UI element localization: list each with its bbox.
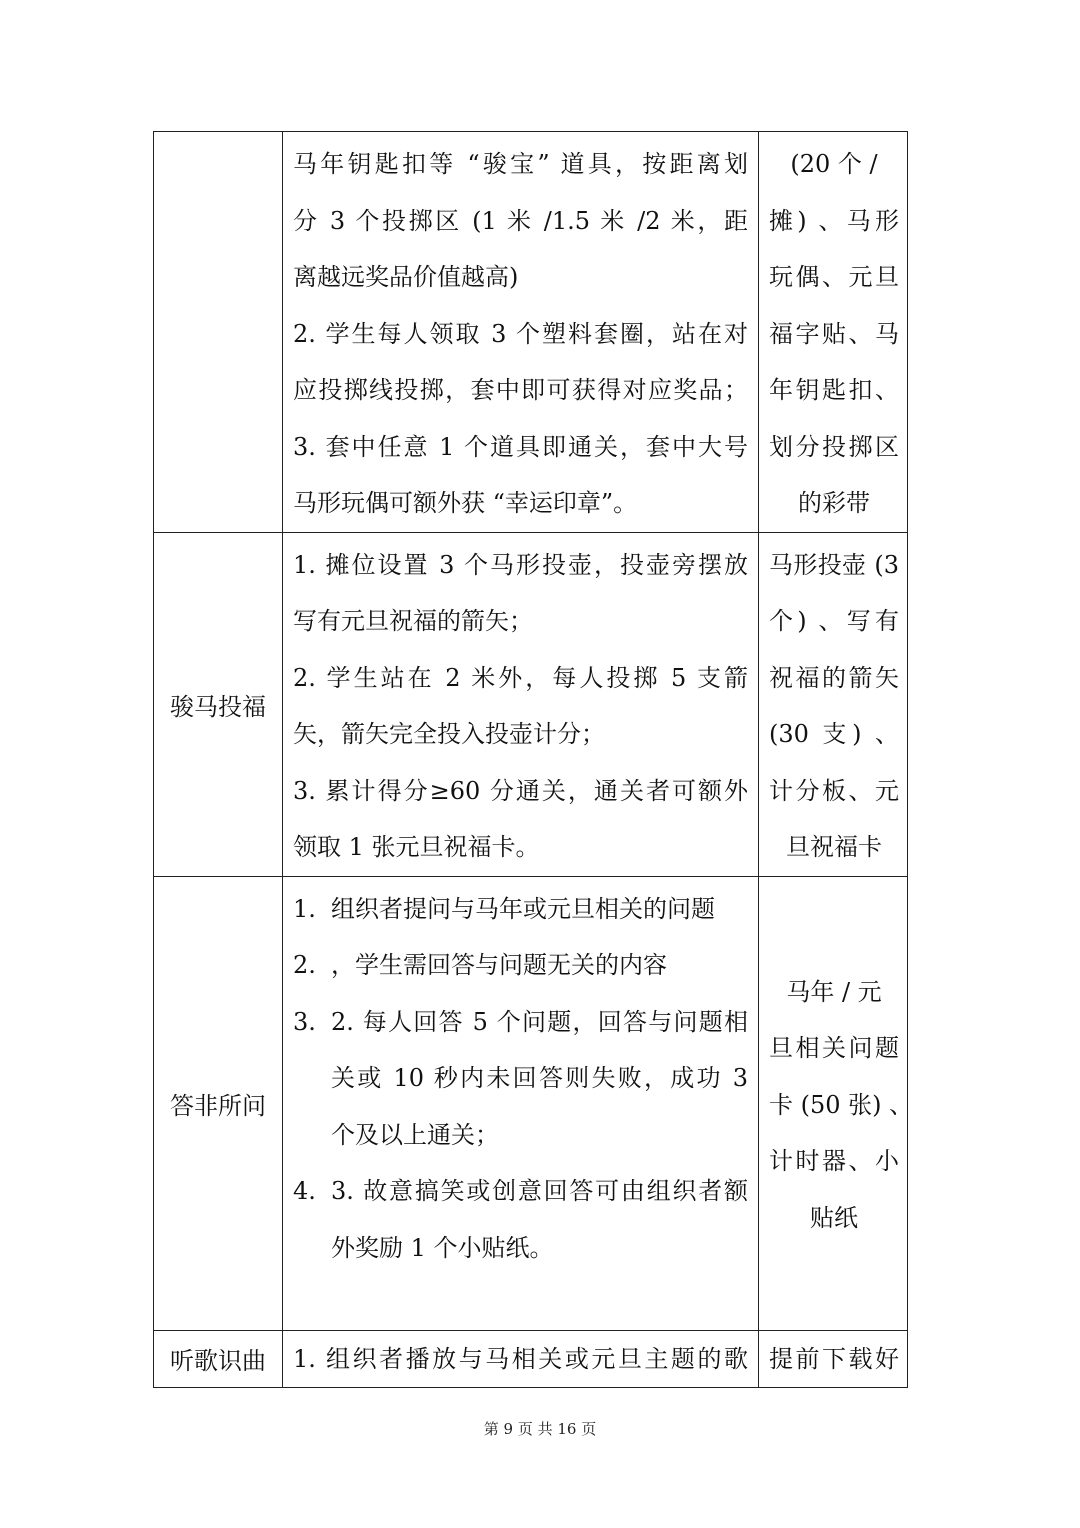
materials-line: 年钥匙扣、 xyxy=(769,376,899,404)
activity-name-cell xyxy=(154,532,283,876)
activity-description-cell xyxy=(283,132,759,533)
list-item-text: ，学生需回答与问题无关的内容 xyxy=(331,951,667,979)
activity-name-cell xyxy=(154,876,283,1330)
activity-description-cell xyxy=(283,532,759,876)
materials-cell xyxy=(759,132,908,533)
list-number: 1. xyxy=(293,894,316,923)
table-row xyxy=(154,132,908,533)
materials-line: 计分板、元 xyxy=(769,776,899,805)
list-item-text: 3. 故意搞笑或创意回答可由组织者额 xyxy=(331,1177,748,1205)
materials-line: 划分投掷区 xyxy=(769,432,899,461)
activity-name: 骏马投福 xyxy=(170,692,266,721)
description-line: 3. 累计得分≥60 分通关，通关者可额外 xyxy=(293,776,748,805)
description-line: 马年钥匙扣等 “骏宝” 道具，按距离划 xyxy=(293,150,748,178)
list-item xyxy=(293,881,748,938)
description-line: 领取 1 张元旦祝福卡。 xyxy=(293,833,540,861)
materials-line: 摊) 、马形 xyxy=(769,206,899,235)
materials-line: (30 支) 、 xyxy=(769,720,899,748)
activity-table xyxy=(153,131,914,1388)
description-line: 离越远奖品价值越高) xyxy=(293,263,519,291)
materials-line: 计时器、小 xyxy=(769,1147,899,1176)
materials-line: 祝福的箭矢 xyxy=(769,663,899,692)
materials-line: 个) 、写有 xyxy=(769,607,899,635)
materials-line: 贴纸 xyxy=(810,1203,858,1232)
description-line: 2. 学生站在 2 米外，每人投掷 5 支箭 xyxy=(293,663,748,692)
list-number: 3. xyxy=(293,1007,316,1036)
list-item-text: 2. 每人回答 5 个问题，回答与问题相 xyxy=(331,1007,748,1036)
list-number: 4. xyxy=(293,1177,316,1205)
description-line: 矢，箭矢完全投入投壶计分； xyxy=(293,720,605,748)
materials-line: 马年 / 元 xyxy=(786,977,882,1006)
list-item xyxy=(293,1163,748,1276)
list-item-text: 组织者提问与马年或元旦相关的问题 xyxy=(331,894,715,923)
description-line: 分 3 个投掷区 (1 米 /1.5 米 /2 米，距 xyxy=(293,206,748,235)
materials-cell xyxy=(759,1330,908,1388)
materials-line: 旦相关问题 xyxy=(769,1034,899,1063)
materials-line: 旦祝福卡 xyxy=(786,833,882,861)
description-line: 1. 摊位设置 3 个马形投壶，投壶旁摆放 xyxy=(293,550,748,579)
list-item-text: 关或 10 秒内未回答则失败，成功 3 xyxy=(331,1064,748,1092)
description-line: 应投掷线投掷，套中即可获得对应奖品； xyxy=(293,376,748,404)
materials-line: (20 个 / xyxy=(790,150,878,178)
activity-description-cell xyxy=(283,1330,759,1388)
materials-line: 马形投壶 (3 xyxy=(769,550,899,579)
materials-line: 福字贴、马 xyxy=(769,319,899,348)
table-row xyxy=(154,876,908,1330)
materials-cell xyxy=(759,876,914,1330)
list-item-text: 外奖励 1 个小贴纸。 xyxy=(331,1233,554,1262)
description-line: 1. 组织者播放与马相关或元旦主题的歌 xyxy=(293,1344,748,1373)
list-item xyxy=(293,937,748,994)
activity-name-cell xyxy=(154,132,283,533)
materials-line: 提前下载好 xyxy=(769,1344,899,1373)
materials-line: 玩偶、元旦 xyxy=(769,263,899,291)
description-line: 写有元旦祝福的箭矢； xyxy=(293,607,533,635)
materials-cell xyxy=(759,532,908,876)
description-line: 2. 学生每人领取 3 个塑料套圈，站在对 xyxy=(293,319,748,348)
description-line: 3. 套中任意 1 个道具即通关，套中大号 xyxy=(293,432,748,461)
table-row xyxy=(154,532,908,876)
activity-description-cell xyxy=(283,876,759,1330)
list-number: 2. xyxy=(293,951,316,979)
activity-name-cell xyxy=(154,1330,283,1388)
materials-line: 的彩带 xyxy=(798,489,870,517)
table-row xyxy=(154,1330,908,1388)
description-line: 马形玩偶可额外获 “幸运印章”。 xyxy=(293,489,638,517)
materials-line: 卡 (50 张) 、 xyxy=(769,1090,914,1119)
activity-name: 听歌识曲 xyxy=(170,1347,266,1376)
activity-name: 答非所问 xyxy=(170,1091,266,1120)
page-footer: 第 9 页 共 16 页 xyxy=(483,1420,597,1438)
list-item-text: 个及以上通关； xyxy=(331,1120,499,1149)
list-item xyxy=(293,994,748,1164)
